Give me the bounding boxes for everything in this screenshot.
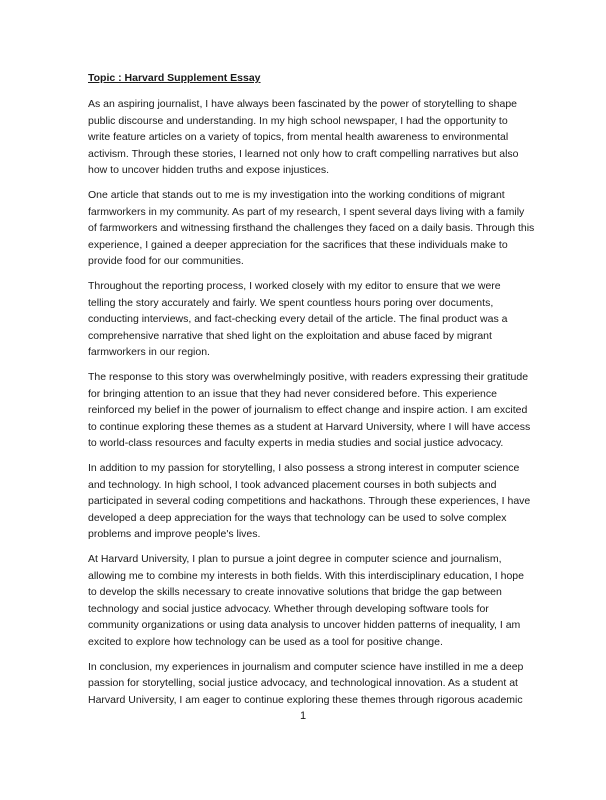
paragraph-7 (88, 659, 528, 709)
text-line: public discourse and understanding. In my high school newspaper, I had the opportunity to (88, 114, 508, 127)
text-line: community organizations or using data analysis to uncover hidden patterns of inequality, I am (88, 619, 521, 631)
text-line: for bringing attention to an issue that they had never considered before. This experience (88, 387, 497, 400)
text-line: to develop the skills necessary to create innovative solutions that bridge the gap between (88, 586, 502, 598)
text-line: of farmworkers and witnessing firsthand the challenges they faced on a daily basis. Through this (88, 222, 535, 234)
document-title: Topic : Harvard Supplement Essay (88, 72, 261, 84)
text-line: experience, I gained a deeper appreciation for the sacrifices that these individuals make to (88, 238, 508, 251)
paragraph-5 (88, 460, 531, 543)
paragraph-4 (88, 369, 531, 452)
text-line: how to uncover hidden truths and expose injustices. (88, 164, 330, 176)
text-line: As an aspiring journalist, I have always been fascinated by the power of storytelling to shape (88, 98, 517, 110)
text-line: provide food for our communities. (88, 255, 244, 267)
text-line: Harvard University, I am eager to continue exploring these themes through rigorous academic (88, 693, 523, 706)
paragraph-3 (88, 278, 528, 361)
text-line: In addition to my passion for storytelling, I also possess a strong interest in computer science (88, 462, 520, 474)
text-line: write feature articles on a variety of topics, from mental health awareness to environmental (88, 131, 509, 143)
text-line: to continue exploring these themes as a student at Harvard University, where I will have access (88, 420, 531, 433)
paragraph-6 (88, 551, 528, 650)
text-line: In conclusion, my experiences in journalism and computer science have instilled in me a deep (88, 660, 524, 673)
text-line: conducting interviews, and fact-checking every detail of the article. The final product was a (88, 313, 508, 325)
text-line: Throughout the reporting process, I worked closely with my editor to ensure that we were (88, 280, 501, 292)
text-line: comprehensive narrative that shed light on the exploitation and abuse faced by migrant (88, 329, 492, 342)
text-line: problems and improve people's lives. (88, 528, 261, 540)
text-line: At Harvard University, I plan to pursue a joint degree in computer science and journalism, (88, 553, 502, 565)
text-line: allowing me to combine my interests in both fields. With this interdisciplinary education, I hope (88, 569, 524, 582)
text-line: farmworkers in my community. As part of my research, I spent several days living with a family (88, 205, 525, 218)
text-line: passion for storytelling, social justice advocacy, and technological innovation. As a student at (88, 677, 518, 689)
text-line: telling the story accurately and fairly. We spent countless hours poring over documents, (88, 296, 494, 309)
text-line: excited to explore how technology can be used as a tool for positive change. (88, 635, 443, 648)
text-line: reinforced my belief in the power of journalism to effect change and inspire action. I am excited (88, 404, 528, 416)
text-line: participated in several coding competitions and hackathons. Through these experiences, I have (88, 495, 531, 507)
page-number: 1 (299, 710, 307, 722)
text-line: One article that stands out to me is my investigation into the working conditions of migrant (88, 189, 505, 201)
text-line: The response to this story was overwhelmingly positive, with readers expressing their gratitude (88, 371, 529, 383)
text-line: to world-class resources and faculty experts in media studies and social justice advocacy. (88, 437, 504, 449)
document-body (88, 71, 535, 717)
paragraph-2 (88, 187, 535, 270)
text-line: technology and social justice advocacy. Whether through developing software tools for (88, 602, 489, 615)
text-line: and technology. In high school, I took advanced placement courses in both subjects and (88, 478, 497, 491)
text-line: developed a deep appreciation for the ways that technology can be used to solve complex (88, 511, 507, 524)
text-line: farmworkers in our region. (88, 346, 210, 358)
paragraph-1 (88, 96, 528, 179)
text-line: activism. Through these stories, I learned not only how to craft compelling narratives but also (88, 147, 519, 160)
